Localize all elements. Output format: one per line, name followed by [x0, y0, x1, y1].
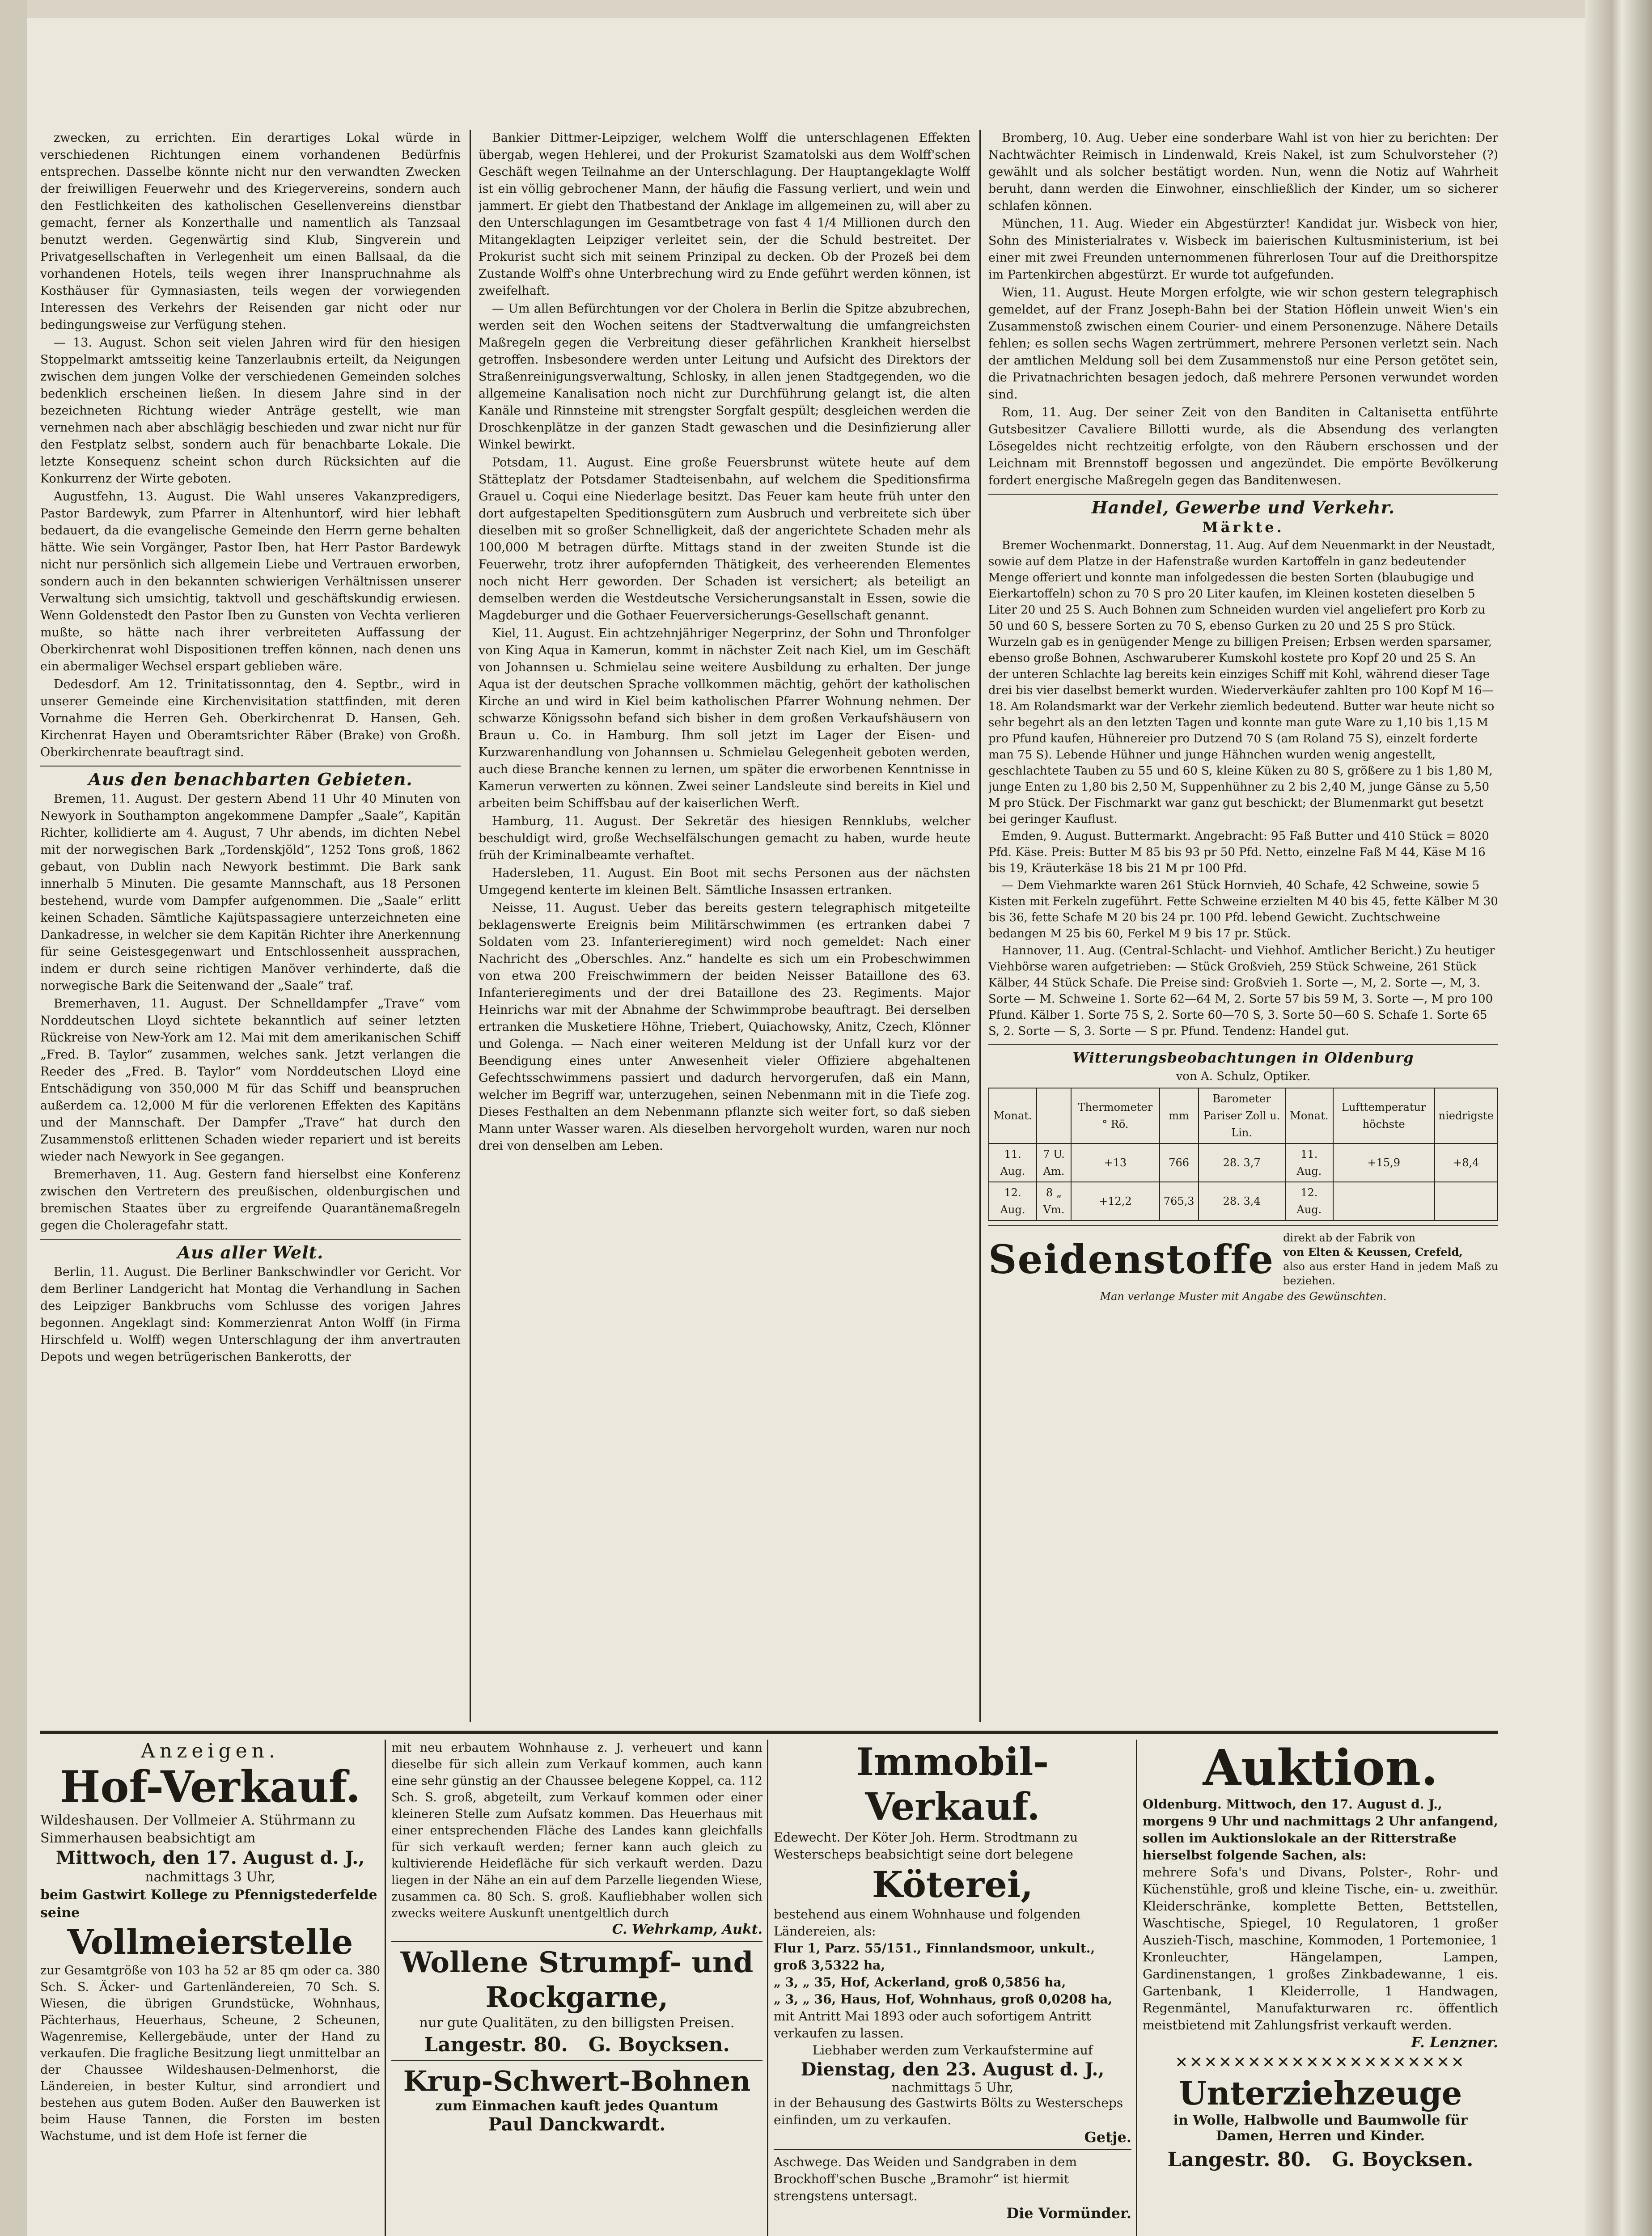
ad-line: in Wolle, Halbwolle und Baumwolle für Damen, Herren und Kinder.	[1173, 2113, 1468, 2144]
subsection-heading: Märkte.	[1202, 519, 1284, 536]
column-2	[479, 130, 970, 1722]
article-paragraph: Neisse, 11. August. Ueber das bereits gestern telegraphisch mitgeteilte beklagenswerte Ereignis beim Militärschwimmen (es ertranken dabei 7 Soldaten vom 23. Infanterieregiment) wird noch gemeldet: Nach einer Nachricht des „Oberschles. Anz.“ handelte es sich um ein Probeschwimmen von etwa 200 Freischwimmern der beiden Neisser Bataillone des 63. Infanterieregiments und der drei Bataillone des 23. Regiments. Major Heinrichs war mit der Abnahme der Schwimmprobe beauftragt. Bei derselben ertranken die Musketiere Höhne, Triebert, Quiachowsky, Anitz, Czech, Klönner und Golenga. — Nach einer weiteren Meldung ist der Unfall kurz vor der Beendigung eines unter Anwesenheit vieler Offiziere abgehaltenen Gefechtsschwimmens passiert und dadurch hervorgerufen, daß ein Mann, welcher im Begriff war, unterzugehen, seinen Nebenmann mit in die Tiefe zog. Dieses Festhalten an dem Nebenmann pflanzte sich weiter fort, so daß sieben Mann unter Wasser waren. Als dieselben hervorgeholt wurden, waren nur noch drei von denselben am Leben.	[479, 901, 970, 1153]
table-cell: 12. Aug.	[1285, 1182, 1333, 1220]
ad-divider	[391, 1941, 762, 1942]
section-divider	[988, 1225, 1498, 1226]
table-row	[989, 1143, 1498, 1182]
weather-box	[988, 1049, 1498, 1221]
article-paragraph: zwecken, zu errichten. Ein derartiges Lokal würde in verschiedenen Richtungen einem vorhandenen Bedürfnis entsprechen. Dasselbe könnte nicht nur den verwandten Zwecken der freiwilligen Feuerwehr und des Kriegervereins, sondern auch den Festlichkeiten des katholischen Gesellenvereins dienstbar gemacht, ferner als Konzerthalle und namentlich als Tanzsaal benutzt werden. Gegenwärtig sind Klub, Singverein und Privatgesellschaften in Verlegenheit um einen Ballsaal, da die vorhandenen Hotels, teils wegen ihrer Inanspruchnahme als Kosthäuser für Gymnasiasten, teils wegen der vorwiegenden Interessen des Verkehrs der Reisenden gar nicht oder nur bedingungsweise zur Verfügung stehen.	[40, 131, 461, 332]
table-header: mm	[1160, 1088, 1199, 1143]
ad-headline: Krup-Schwert-Bohnen	[403, 2065, 751, 2097]
ad-parcel-line: „ 3, „ 36, Haus, Hof, Wohnhaus, groß 0,0208 ha,	[774, 1992, 1113, 2007]
article-paragraph: Augustfehn, 13. August. Die Wahl unseres Vakanzpredigers, Pastor Bardewyk, zum Pfarrer in Altenhuntorf, wird hier lebhaft bedauert, da die evangelische Gemeinde den Herrn gerne behalten hätte. Wie sein Vorgänger, Pastor Iben, hat Herr Pastor Bardewyk nicht nur persönlich sich allgemein Liebe und Vertrauen erworben, sondern auch in den bekannten schwierigen Verhältnissen unserer Verwaltung sich umsichtig, taktvoll und geschäftskundig erwiesen. Wenn Goldenstedt den Pastor Iben zu Gunsten von Vechta verlieren mußte, so hätte nach ihrer verbreiteten Auffassung der Oberkirchenrat wohl Dispositionen treffen können, nach denen uns ein abermaliger Wechsel erspart geblieben wäre.	[40, 490, 461, 673]
silk-headline: Seidenstoffe	[988, 1236, 1275, 1283]
table-cell: 8 „ Vm.	[1037, 1182, 1071, 1220]
ad-text: zur Gesamtgröße von 103 ha 52 ar 85 qm oder ca. 380 Sch. S. Äcker- und Gartenländereien, 70 Sch. S. Wiesen, die übrigen Grundstücke, Wohnhaus, Pächterhaus, Heuerhaus, Scheune, 2 Scheunen, Wagenremise, Kellergebäude, unter der Hand zu verkaufen. Die fragliche Besitzung liegt unmittelbar an der Chaussee Wildeshausen-Delmenhorst, die Ländereien, in bester Kultur, sind arrondiert und bestehen aus gutem Boden. Außer den Bauwerken ist beim Hause Tannen, die Forsten im besten Wachstume, und ist dem Hofe ist ferner die	[40, 1964, 380, 2143]
table-cell: 12. Aug.	[989, 1182, 1037, 1220]
column-3	[988, 130, 1498, 1722]
ad-text: mit neu erbautem Wohnhause z. J. verheuert und kann dieselbe für sich allein zum Verkauf kommen, auch kann eine sehr günstig an der Chaussee belegene Koppel, ca. 112 Sch. S. groß, abgeteilt, zum Verkauf kommen oder einer kleineren Stelle zum Aufsatz kommen. Das Heuerhaus mit einer entsprechenden Fläche des Landes kann gleichfalls für sich verkauft werden; ferner kann auch gleich zu kultivierende Heidefläche für sich verkauft werden. Dazu liegen in der Nähe an ein auf dem Parzelle liegenden Wiese, zusammen ca. 80 Sch. S. groß. Kaufliebhaber wollen sich zwecks weitere Auskunft unentgeltlich durch	[391, 1741, 762, 1920]
ad-column-2	[391, 1740, 762, 2236]
silk-details	[1283, 1231, 1498, 1288]
weather-title: Witterungsbeobachtungen in Oldenburg	[1072, 1049, 1414, 1066]
table-header-row	[989, 1088, 1498, 1143]
table-cell: 7 U. Am.	[1037, 1143, 1071, 1182]
article-paragraph: — 13. August. Schon seit vielen Jahren wird für den hiesigen Stoppelmarkt amtsseitig keine Tanzerlaubnis erteilt, da Neigungen zwischen dem jungen Volke der verschiedenen Gemeinden solches bedenklich erscheinen ließen. In diesem Jahre sind in der bezeichneten Richtung wieder Anträge gestellt, wie man vernehmen nach aber abschlägig beschieden und zwar nicht nur für den Festplatz selbst, sondern auch für benachbarte Lokale. Die letzte Konsequenz scheint schon durch Rücksichten auf die Konkurrenz der Wirte geboten.	[40, 336, 461, 486]
ad-text: Oldenburg. Mittwoch, den 17. August d. J., morgens 9 Uhr und nachmittags 2 Uhr anfangend, sollen im Auktionslokale an der Ritterstraße hierselbst folgende Sachen, als:	[1143, 1797, 1498, 1863]
article-paragraph: Hannover, 11. Aug. (Central-Schlacht- und Viehhof. Amtlicher Bericht.) Zu heutiger Viehbörse waren aufgetrieben: — Stück Großvieh, 259 Stück Schweine, 261 Stück Kälber, 44 Stück Schafe. Die Preise sind: Großvieh 1. Sorte —, M, 2. Sorte —, M, 3. Sorte — M. Schweine 1. Sorte 62—64 M, 2. Sorte 57 bis 59 M, 3. Sorte —, M pro 100 Pfund. Kälber 1. Sorte 75 S, 2. Sorte 60—70 S, 3. Sorte 50—60 S. Schafe 1. Sorte 65 S, 2. Sorte — S, 3. Sorte — S pr. Pfund. Tendenz: Handel gut.	[988, 944, 1495, 1038]
article-paragraph: Bremen, 11. August. Der gestern Abend 11 Uhr 40 Minuten von Newyork in Southampton angekommene Dampfer „Saale“, Kapitän Richter, kollidierte am 4. August, 7 Uhr abends, im dichten Nebel mit der norwegischen Bark „Tordenskjöld“, 1252 Tons groß, 1862 gebaut, von Dublin nach Newyork bestimmt. Die Bark sank innerhalb 5 Minuten. Die gesamte Mannschaft, aus 18 Personen bestehend, wurde vom Dampfer aufgenommen. Die „Saale“ erlitt keinen Schaden. Sämtliche Kajütspassagiere unterzeichneten eine Dankadresse, in welcher sie dem Kapitän Richter ihre Anerkennung für seine Geistesgegenwart und Entschlossenheit aussprachen, indem er durch seine richtigen Manöver verhinderte, daß die norwegische Bark die Seitenwand der „Saale“ traf.	[40, 792, 461, 993]
ad-items: mehrere Sofa's und Divans, Polster-, Rohr- und Küchenstühle, groß und kleine Tische, ein- u. zweithür. Kleiderschränke, komplette Betten, Bettstellen, Waschtische, Spiegel, 10 Regulatoren, 1 großer Auszieh-Tisch, maschine, Kommoden, 1 Portemoniee, 1 Kronleuchter, Hängelampen, Lampen, Gardinenstangen, 1 großes Zinkbadewanne, 1 eis. Gartenbank, 1 Kleiderrolle, 1 Handwagen, Regenmäntel, Manufakturwaren rc. öffentlich meistbietend mit Zahlungsfrist verkauft werden.	[1143, 1865, 1498, 2033]
table-row	[989, 1182, 1498, 1220]
ad-immobil-verkauf	[774, 1740, 1131, 2236]
table-header: Monat.	[1285, 1088, 1333, 1143]
ad-text: Edewecht. Der Köter Joh. Herm. Strodtmann zu Westerscheps beabsichtigt seine dort belegene	[774, 1830, 1078, 1862]
ad-text: in der Behausung des Gastwirts Bölts zu Westerscheps einfinden, um zu verkaufen.	[774, 2096, 1123, 2127]
section-heading: Aus den benachbarten Gebieten.	[88, 769, 413, 789]
ad-text: mit Antritt Mai 1893 oder auch sofortigem Antritt verkaufen zu lassen.	[774, 2009, 1091, 2041]
silk-line: also aus erster Hand in jedem Maß zu beziehen.	[1283, 1260, 1498, 1287]
ad-hof-verkauf	[40, 1740, 380, 2236]
table-cell: +12,2	[1071, 1182, 1160, 1220]
article-paragraph: Rom, 11. Aug. Der seiner Zeit von den Banditen in Caltanisetta entführte Gutsbesitzer Cavaliere Billotti wurde, als die Absendung des verlangten Lösegeldes nicht rechtzeitig erfolgte, von den Räubern erschossen und der Leichnam mit Brennstoff begossen und angezündet. Die empörte Bevölkerung fordert energische Maßregeln gegen das Banditenwesen.	[988, 406, 1498, 487]
ad-text: Wildeshausen. Der Vollmeier A. Stührmann zu Simmerhausen beabsichtigt am	[40, 1813, 356, 1846]
table-cell	[1333, 1182, 1435, 1220]
ad-signature: F. Lenzner.	[1411, 2034, 1498, 2051]
table-cell: 28. 3,4	[1199, 1182, 1285, 1220]
ad-merchant: Paul Danckwardt.	[488, 2114, 666, 2135]
article-paragraph: Bremer Wochenmarkt. Donnerstag, 11. Aug. Auf dem Neuenmarkt in der Neustadt, sowie auf dem Platze in der Hafenstraße wurden Kartoffeln in ganz bedeutender Menge offeriert und konnte man infolgedessen die besten Sorten (blaubugige und Eierkartoffeln) schon zu 70 S pro 20 Liter kaufen, im Kleinen kosteten dieselben 5 Liter 20 und 25 S. Auch Bohnen zum Schneiden wurden viel angeliefert pro Korb zu 50 und 60 S, bessere Sorten zu 70 S, ebenso Gurken zu 20 und 25 S pro Stück. Wurzeln gab es in genügender Menge zu billigen Preisen; Erbsen werden sparsamer, ebenso große Bohnen, Aschwaruberer Kumskohl kostete pro Kopf 20 und 25 S. An der unteren Schlachte lag bereits kein einziges Schiff mit Kohl, während dieser Tage drei bis vier daselbst bemerkt wurden. Wiederverkäufer zahlten pro 100 Kopf M 16—18. Am Rolandsmarkt war der Verkehr ziemlich bedeutend. Butter war heute nicht so sehr begehrt als an den letzten Tagen und konnte man gute Ware zu 1,10 bis 1,15 M pro Pfund kaufen, Hühnereier pro Dutzend 70 S (am Roland 75 S), einzelt forderte man 75 S). Lebende Hühner und junge Hähnchen wurden wenig angestellt, geschlachtete Tauben zu 55 und 60 S, kleine Küken zu 80 S, größere zu 1 bis 1,80 M, junge Enten zu 1,80 bis 2,50 M, Suppenhühner zu 2 bis 2,40 M, junge Gänse zu 5,50 M pro Stück. Der Fischmarkt war ganz gut beschickt; der Blumenmarkt gut besetzt bei geringer Kauflust.	[988, 539, 1495, 826]
column-rule	[979, 130, 981, 1722]
ad-title: Hof-Verkauf.	[59, 1762, 361, 1812]
table-cell: 11. Aug.	[1285, 1143, 1333, 1182]
article-paragraph: — Um allen Befürchtungen vor der Cholera in Berlin die Spitze abzubrechen, werden seit den Wochen seitens der Stadtverwaltung die umfangreichsten Maßregeln gegen die Verbreitung dieser gefährlichen Krankheit hierselbst getroffen. Insbesondere werden unter Leitung und Aufsicht des Direktors der Straßenreinigungsverwaltung, Schlosky, in allen jenen Stadtgegenden, wo die allgemeine Kanalisation noch nicht zur Durchführung gelangt ist, die alten Kanäle und Rinnsteine mit strengster Sorgfalt gespült; desgleichen werden die Droschkenplätze in der ganzen Stadt gewaschen und die Desinfizierung aller Winkel bewirkt.	[479, 302, 970, 452]
ad-divider	[391, 2060, 762, 2061]
ad-text: Aschwege. Das Weiden und Sandgraben in dem Brockhoff'schen Busche „Bramohr“ ist hiermit strengstens untersagt.	[774, 2155, 1077, 2203]
ad-place: beim Gastwirt Kollege zu Pfennigstederfelde seine	[40, 1887, 377, 1921]
article-paragraph: München, 11. Aug. Wieder ein Abgestürzter! Kandidat jur. Wisbeck von hier, Sohn des Ministerialrates v. Wisbeck im baierischen Kultusministerium, ist bei einer mit zwei Freunden unternommenen führerlosen Tour auf die Dreithorspitze im Partenkirchen abgestürzt. Er wurde tot aufgefunden.	[988, 217, 1498, 282]
column-1	[40, 130, 461, 1717]
ad-divider	[774, 2149, 1131, 2150]
section-divider	[988, 1044, 1498, 1045]
ad-headline: Köterei,	[872, 1863, 1034, 1906]
article-paragraph: Potsdam, 11. August. Eine große Feuersbrunst wütete heute auf dem Stätteplatz der Potsdamer Stadteisenbahn, auf welchem die Speditionsfirma Grauel u. Coqui eine Niederlage besitzt. Das Feuer kam heute früh unter den dort aufgestapelten Speditionsgütern zum Ausbruch und verbreitete sich über dieselben mit so großer Schnelligkeit, daß der angerichtete Schaden mehr als 100,000 M betragen dürfte. Mittags stand in der zweiten Stunde ist die Feuerwehr, trotz ihrer aufopfernden Thätigkeit, des verheerenden Elementes noch nicht Herr geworden. Der Schaden ist versichert; als beteiligt an demselben werden die Westdeutsche Versicherungsanstalt in Essen, sowie die Magdeburger und die Gothaer Feuerversicherungs-Gesellschaft genannt.	[479, 456, 970, 623]
article-paragraph: Kiel, 11. August. Ein achtzehnjähriger Negerprinz, der Sohn und Thronfolger von King Aqua in Kamerun, kommt in nächster Zeit nach Kiel, um im Geschäft von Johannsen u. Schmielau seine weitere Ausbildung zu erhalten. Der junge Aqua ist der deutschen Sprache vollkommen mächtig, gehört der katholischen Kirche an und wird in Kiel beim katholischen Pfarrer Wohnung nehmen. Der schwarze Königssohn befand sich bisher in dem großen Verkaufshäusern von Braun u. Co. in Hamburg. Ihm soll jetzt im Lager der Eisen- und Kurzwarenhandlung von Johannsen u. Schmielau Gelegenheit geboten werden, auch diese Branche kennen zu lernen, um später die erworbenen Kenntnisse in Kamerun verwerten zu können. Zwei seiner Landsleute sind bereits in Kiel und arbeiten beim Schiffsbau auf der kaiserlichen Werft.	[479, 627, 970, 810]
column-rule	[767, 1740, 768, 2236]
column-rule	[1136, 1740, 1137, 2236]
section-divider	[988, 494, 1498, 495]
table-cell: 28. 3,7	[1199, 1143, 1285, 1182]
ad-signature: Die Vormünder.	[1006, 2205, 1131, 2222]
weather-table	[988, 1088, 1498, 1221]
section-heading: Aus aller Welt.	[177, 1242, 324, 1262]
ads-heading: Anzeigen.	[141, 1740, 280, 1762]
article-paragraph: Emden, 9. August. Buttermarkt. Angebracht: 95 Faß Butter und 410 Stück = 8020 Pfd. Käse. Preis: Butter M 85 bis 93 pr 50 Pfd. Netto, einzelne Faß M 44, Käse M 16 bis 19, Kräuterkäse 18 bis 21 M pr 100 Pfd.	[988, 830, 1489, 875]
ad-text: bestehend aus einem Wohnhause und folgenden Ländereien, als:	[774, 1907, 1081, 1939]
ad-line: zum Einmachen kauft jedes Quantum	[435, 2098, 719, 2114]
article-paragraph: Bromberg, 10. Aug. Ueber eine sonderbare Wahl ist von hier zu berichten: Der Nachtwächter Reimisch in Lindenwald, Kreis Nakel, ist zum Schulvorsteher (?) gewählt und als solcher bestätigt worden. Nun, wenn die Notiz auf Wahrheit beruht, dann werden die Einwohner, einschließlich der Kinder, um so sicherer schlafen können.	[988, 131, 1498, 213]
section-divider	[40, 1239, 461, 1240]
ad-time: nachmittags 3 Uhr,	[145, 1869, 275, 1885]
article-paragraph: Wien, 11. August. Heute Morgen erfolgte, wie wir schon gestern telegraphisch gemeldet, auf der Franz Joseph-Bahn bei der Station Höflein unweit Wien's ein Zusammenstoß zwischen einem Courier- und einem Personenzuge. Nähere Details fehlen; es sollen sechs Wagen zertrümmert, mehrere Personen verletzt sein. Nach der amtlichen Meldung soll bei dem Zusammenstoß nur eine Person getötet sein, die Privatnachrichten besagen jedoch, daß mehrere Personen verwundet worden sind.	[988, 286, 1498, 402]
ad-date: Dienstag, den 23. August d. J.,	[801, 2059, 1105, 2080]
table-header: Thermometer ° Rö.	[1071, 1088, 1160, 1143]
ad-auktion	[1143, 1740, 1498, 2236]
ornament-border: ✕✕✕✕✕✕✕✕✕✕✕✕✕✕✕✕✕✕✕✕	[1175, 2054, 1466, 2071]
ad-headline: Wollene Strumpf- und Rockgarne,	[400, 1946, 754, 2014]
article-paragraph: Berlin, 11. August. Die Berliner Bankschwindler vor Gericht. Vor dem Berliner Landgericht hat Montag die Verhandlung in Sachen des Leipziger Bankbruchs vom Schlusse des vorigen Jahres begonnen. Angeklagt sind: Kommerzienrat Anton Wolff (in Firma Hirschfeld u. Wolff) wegen Unterschlagung der ihm anvertrauten Depots und wegen betrügerischen Bankerotts, der	[40, 1265, 461, 1364]
article-paragraph: Bremerhaven, 11. August. Der Schnelldampfer „Trave“ vom Norddeutschen Lloyd sichtete bekanntlich auf seiner letzten Rückreise von New-York am 12. Mai mit dem amerikanischen Schiff „Fred. B. Taylor“ zusammen, welches sank. Jetzt verlangen die Reeder des „Fred. B. Taylor“ vom Norddeutschen Lloyd eine Entschädigung von 350,000 M für das Schiff und beanspruchen außerdem ca. 12,000 M für die verlorenen Effekten des Kapitäns und der Mannschaft. Der Dampfer „Trave“ hat durch den Zusammenstoß erlittenen Schaden wieder repariert und ist bereits wieder nach Newyork in See gegangen.	[40, 997, 461, 1164]
table-cell: 766	[1160, 1143, 1199, 1182]
ad-address: Langestr. 80.	[1167, 2148, 1312, 2171]
article-paragraph: Bankier Dittmer-Leipziger, welchem Wolff die unterschlagenen Effekten übergab, wegen Hehlerei, und der Prokurist Szamatolski aus dem Wolff'schen Geschäft wegen Teilnahme an der Unterschlagung. Der Hauptangeklagte Wolff ist ein völlig gebrochener Mann, der häufig die Fassung verliert, und wein und jammert. Er giebt den Thatbestand der Anklage im allgemeinen zu, will aber zu den Unterschlagungen im Gesamtbetrage von fast 4 1/4 Millionen durch den Mitangeklagten Leipziger verleitet sein, der die Schuld bestreitet. Der Prokurist sucht sich mit seinem Prinzipal zu decken. Ob der Prozeß bei dem Zustande Wolff's ohne Unterbrechung wird zu Ende geführt werden können, ist zweifelhaft.	[479, 131, 970, 298]
ad-title: Auktion.	[1203, 1740, 1438, 1796]
ad-date: Mittwoch, den 17. August d. J.,	[55, 1847, 365, 1868]
section-heading: Handel, Gewerbe und Verkehr.	[1091, 497, 1395, 517]
ad-address: Langestr. 80.	[424, 2033, 568, 2056]
market-report	[988, 538, 1498, 1039]
ad-signature: C. Wehrkamp, Aukt.	[612, 1922, 762, 1937]
ad-line: nur gute Qualitäten, zu den billigsten Preisen.	[419, 2015, 735, 2031]
ad-signature: Getje.	[1084, 2129, 1131, 2146]
ad-merchant: G. Boycksen.	[588, 2033, 730, 2056]
page-left-edge	[0, 0, 27, 2236]
ad-parcel-line: Flur 1, Parz. 55/151., Finnlandsmoor, unkult., groß 3,5322 ha,	[774, 1941, 1095, 1973]
newspaper-page	[27, 18, 1585, 2236]
ad-parcel-line: „ 3, „ 35, Hof, Ackerland, groß 0,5856 ha,	[774, 1975, 1066, 1990]
table-header: niedrigste	[1435, 1088, 1498, 1143]
article-paragraph: Hamburg, 11. August. Der Sekretär des hiesigen Rennklubs, welcher beschuldigt wird, große Wechselfälschungen gemacht zu haben, wurde heute früh der Kriminalbeamte verhaftet.	[479, 814, 970, 862]
table-cell	[1435, 1182, 1498, 1220]
silk-line: von Elten & Keussen, Crefeld,	[1283, 1245, 1463, 1258]
article-paragraph: Hadersleben, 11. August. Ein Boot mit sechs Personen aus der nächsten Umgegend kenterte im kleinen Belt. Sämtliche Insassen ertranken.	[479, 866, 970, 897]
article-paragraph: Dedesdorf. Am 12. Trinitatissonntag, den 4. Septbr., wird in unserer Gemeinde eine Kirchenvisitation stattfinden, mit deren Vornahme die Herren Geh. Oberkirchenrat D. Hansen, Geh. Kirchenrat Hayen und Oberamtsrichter Räber (Brake) von Großh. Oberkirchenrate beauftragt sind.	[40, 678, 461, 759]
table-header: Monat.	[989, 1088, 1037, 1143]
ads-top-rule	[40, 1731, 1498, 1734]
column-rule	[385, 1740, 386, 2236]
table-header	[1037, 1088, 1071, 1143]
table-cell: +8,4	[1435, 1143, 1498, 1182]
silk-note: Man verlange Muster mit Angabe des Gewünschten.	[1100, 1290, 1387, 1303]
weather-subtitle: von A. Schulz, Optiker.	[1176, 1070, 1311, 1083]
ad-text: Liebhaber werden zum Verkaufstermine auf	[812, 2043, 1093, 2058]
ad-headline: Vollmeierstelle	[67, 1922, 353, 1962]
table-cell: 11. Aug.	[989, 1143, 1037, 1182]
book-edge	[1585, 0, 1652, 2236]
ad-title: Immobil-Verkauf.	[856, 1740, 1049, 1829]
section-divider	[40, 766, 461, 767]
column-rule	[470, 130, 471, 1722]
table-cell: +15,9	[1333, 1143, 1435, 1182]
article-paragraph: — Dem Viehmarkte waren 261 Stück Hornvieh, 40 Schafe, 42 Schweine, sowie 5 Kisten mit Ferkeln zugeführt. Fette Schweine erzielten M 40 bis 45, fette Kälber M 30 bis 36, fette Schafe M 20 bis 24 pr. 100 Pfd. lebend Gewicht. Zuchtschweine bedangen M 25 bis 60, Ferkel M 9 bis 17 pr. Stück.	[988, 879, 1498, 940]
ad-time: nachmittags 5 Uhr,	[892, 2080, 1013, 2095]
silk-advert	[988, 1231, 1498, 1288]
silk-line: direkt ab der Fabrik von	[1283, 1232, 1416, 1244]
table-cell: +13	[1071, 1143, 1160, 1182]
table-header: Barometer Pariser Zoll u. Lin.	[1199, 1088, 1285, 1143]
ad-merchant: G. Boycksen.	[1332, 2148, 1474, 2171]
table-header: Lufttemperatur höchste	[1333, 1088, 1435, 1143]
ad-headline: Unterziehzeuge	[1178, 2074, 1462, 2112]
article-paragraph: Bremerhaven, 11. Aug. Gestern fand hierselbst eine Konferenz zwischen den Vertretern des preußischen, oldenburgischen und bremischen Staates über zu ergreifende Quarantänemaßregeln gegen die Choleragefahr statt.	[40, 1168, 461, 1232]
table-cell: 765,3	[1160, 1182, 1199, 1220]
